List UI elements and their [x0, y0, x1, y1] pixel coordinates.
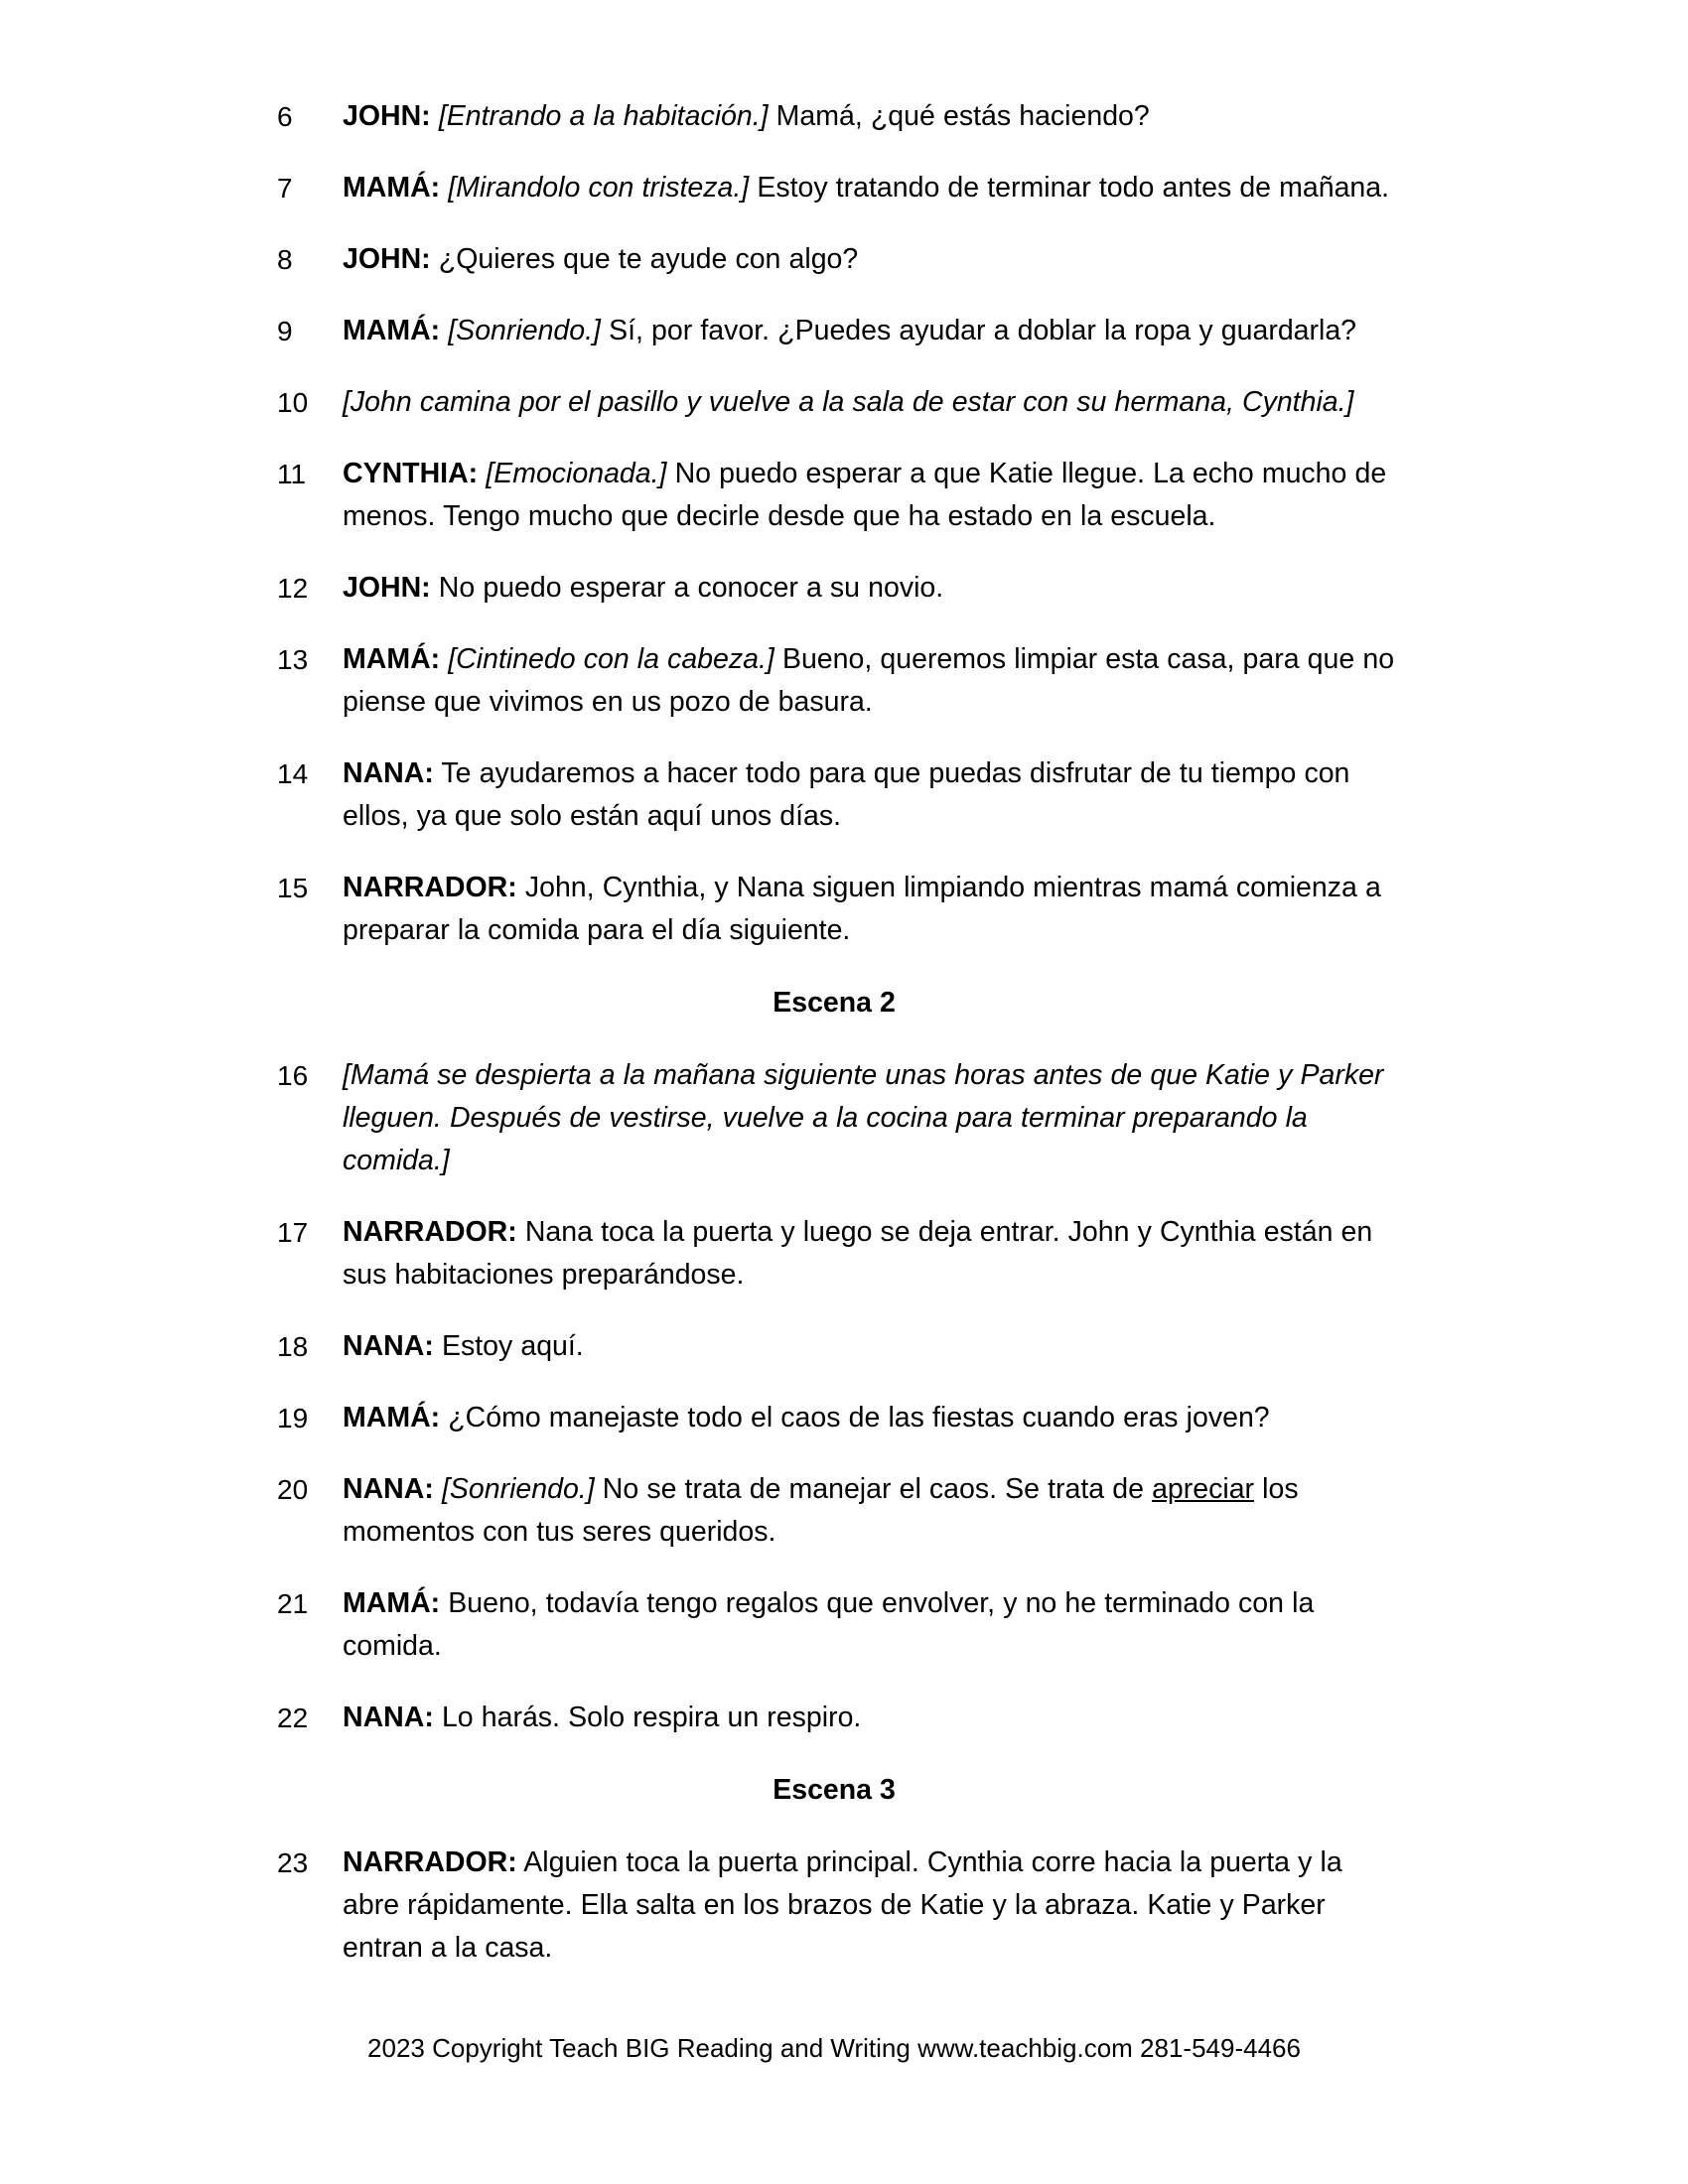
dialogue-text: Nana toca la puerta y luego se deja entrar. John y Cynthia están en sus habitaciones preparándose. [343, 1216, 1373, 1291]
line-number: 12 [277, 573, 309, 604]
script-line [273, 310, 1395, 352]
script-line [273, 95, 1395, 138]
script-line [273, 167, 1395, 209]
scene-heading-2: Escena 2 [773, 987, 896, 1019]
dialogue-text-after: los momentos con tus seres queridos. [343, 1473, 1299, 1548]
line-content [343, 752, 1395, 838]
line-number: 13 [277, 644, 309, 675]
speaker-name: MAMÁ: [343, 643, 441, 675]
dialogue-text: Bueno, todavía tengo regalos que envolver, y no he terminado con la comida. [343, 1587, 1315, 1662]
dialogue-text: Bueno, queremos limpiar esta casa, para que no piense que vivimos en us pozo de basura. [343, 643, 1395, 718]
dialogue-text: ¿Quieres que te ayude con algo? [430, 243, 859, 275]
stage-direction: [Mirandolo con tristeza.] [448, 172, 750, 204]
script-line [273, 1054, 1395, 1182]
line-number: 8 [277, 244, 293, 275]
speaker-name: MAMÁ: [343, 172, 441, 204]
stage-direction: [Sonriendo.] [441, 1473, 595, 1505]
line-content [343, 310, 1395, 352]
script-line [273, 1582, 1395, 1668]
line-content [343, 567, 1395, 610]
dialogue-text: Estoy tratando de terminar todo antes de mañana. [749, 172, 1390, 204]
emphasized-word: apreciar [1152, 1473, 1255, 1505]
script-line [273, 1211, 1395, 1297]
stage-direction: [Mamá se despierta a la mañana siguiente unas horas antes de que Katie y Parker lleguen. Después de vestirse, vuelve a la cocina para terminar preparando la comida.] [343, 1059, 1384, 1176]
line-content [343, 1842, 1395, 1970]
stage-direction: [John camina por el pasillo y vuelve a la sala de estar con su hermana, Cynthia.] [343, 386, 1354, 418]
line-content [343, 1325, 1395, 1368]
dialogue-text: Estoy aquí. [433, 1330, 584, 1362]
dialogue-text: Alguien toca la puerta principal. Cynthia corre hacia la puerta y la abre rápidamente. Ella salta en los brazos de Katie y la abraza. Katie y Parker entran a la casa. [343, 1846, 1342, 1964]
script-line [273, 453, 1395, 538]
line-number: 21 [277, 1588, 309, 1619]
speaker-name: CYNTHIA: [343, 458, 479, 489]
copyright-footer: 2023 Copyright Teach BIG Reading and Writing www.teachbig.com 281-549-4466 [367, 2033, 1301, 2063]
dialogue-text-before: No se trata de manejar el caos. Se trata de [594, 1473, 1153, 1505]
line-content [343, 638, 1395, 724]
script-line [273, 1697, 1395, 1739]
script-line [273, 752, 1395, 838]
speaker-name: JOHN: [343, 572, 431, 604]
dialogue-text: John, Cynthia, y Nana siguen limpiando mientras mamá comienza a preparar la comida para el día siguiente. [343, 872, 1381, 946]
speaker-name: NARRADOR: [343, 872, 517, 903]
script-body [273, 95, 1395, 2067]
script-line [273, 867, 1395, 952]
line-number: 23 [277, 1847, 309, 1878]
line-content [343, 1397, 1395, 1439]
line-number: 11 [277, 459, 307, 489]
script-line [273, 567, 1395, 610]
line-number: 10 [277, 387, 309, 418]
line-content [343, 1582, 1395, 1668]
line-number: 6 [277, 101, 293, 132]
line-number: 19 [277, 1403, 309, 1433]
stage-direction: [Entrando a la habitación.] [438, 100, 769, 132]
line-number: 20 [277, 1474, 309, 1505]
speaker-name: NANA: [343, 1473, 434, 1505]
line-number: 18 [277, 1331, 309, 1362]
speaker-name: MAMÁ: [343, 1587, 441, 1619]
speaker-name: MAMÁ: [343, 315, 441, 346]
line-number: 14 [277, 758, 309, 789]
dialogue-text: No puedo esperar a que Katie llegue. La echo mucho de menos. Tengo mucho que decirle desde que ha estado en la escuela. [343, 458, 1387, 532]
line-number: 9 [277, 316, 293, 346]
stage-direction: [Cintinedo con la cabeza.] [448, 643, 774, 675]
speaker-name: NARRADOR: [343, 1216, 517, 1248]
script-line [273, 638, 1395, 724]
stage-direction: [Emocionada.] [486, 458, 667, 489]
line-content [343, 1211, 1395, 1297]
line-content [343, 453, 1395, 538]
script-line [273, 381, 1395, 424]
speaker-name: NARRADOR: [343, 1846, 517, 1878]
speaker-name: NANA: [343, 1702, 434, 1733]
script-line [273, 1842, 1395, 1970]
line-number: 16 [277, 1060, 309, 1091]
dialogue-text: Mamá, ¿qué estás haciendo? [768, 100, 1150, 132]
line-content [343, 1054, 1395, 1182]
script-line [273, 238, 1395, 281]
script-line [273, 1325, 1395, 1368]
scene-heading-3: Escena 3 [773, 1774, 896, 1806]
script-line [273, 1397, 1395, 1439]
dialogue-text: Lo harás. Solo respira un respiro. [433, 1702, 862, 1733]
line-number: 17 [277, 1217, 309, 1248]
line-content [343, 238, 1395, 281]
line-number: 22 [277, 1703, 309, 1733]
dialogue-text: ¿Cómo manejaste todo el caos de las fiestas cuando eras joven? [440, 1402, 1270, 1433]
speaker-name: JOHN: [343, 100, 431, 132]
line-content [343, 867, 1395, 952]
line-content [343, 381, 1395, 424]
stage-direction: [Sonriendo.] [448, 315, 601, 346]
dialogue-text: Te ayudaremos a hacer todo para que puedas disfrutar de tu tiempo con ellos, ya que solo están aquí unos días. [343, 757, 1350, 832]
dialogue-text: Sí, por favor. ¿Puedes ayudar a doblar la ropa y guardarla? [600, 315, 1357, 346]
speaker-name: MAMÁ: [343, 1402, 441, 1433]
line-number: 15 [277, 873, 309, 903]
line-content [343, 1468, 1395, 1554]
script-line [273, 1468, 1395, 1554]
line-content [343, 167, 1395, 209]
speaker-name: NANA: [343, 757, 434, 789]
line-content [343, 95, 1395, 138]
speaker-name: NANA: [343, 1330, 434, 1362]
line-number: 7 [277, 173, 293, 204]
line-content [343, 1697, 1395, 1739]
dialogue-text: No puedo esperar a conocer a su novio. [430, 572, 944, 604]
speaker-name: JOHN: [343, 243, 431, 275]
